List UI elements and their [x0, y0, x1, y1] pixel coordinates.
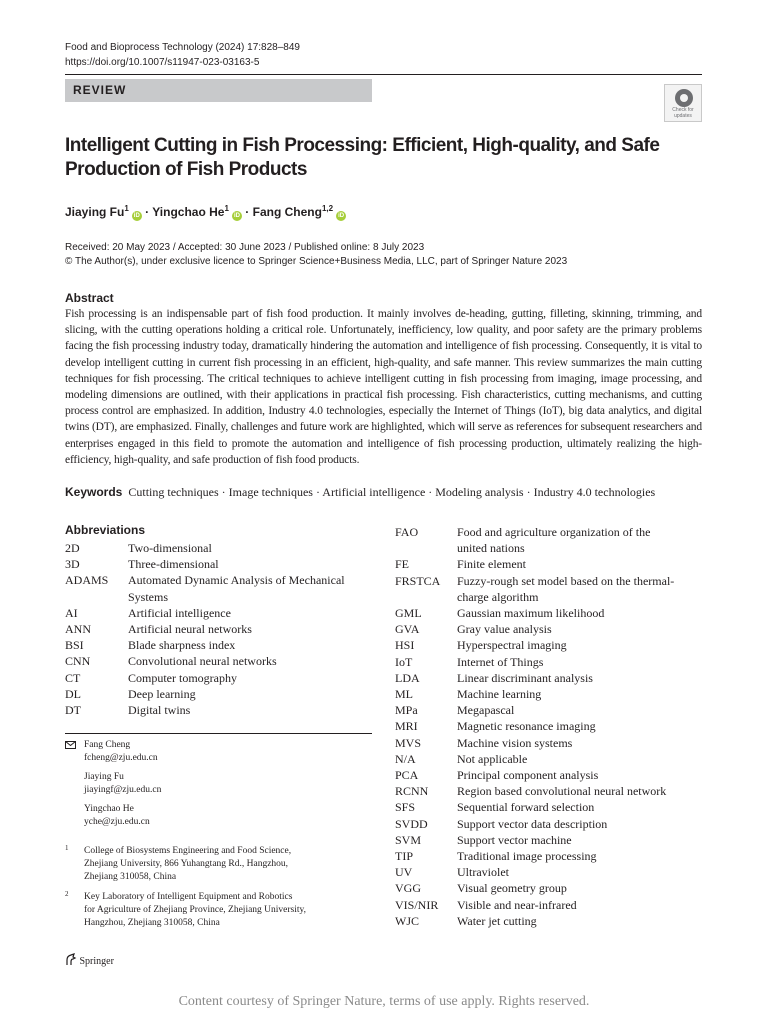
- abbreviation-key: GML: [395, 606, 422, 620]
- definition-line: Hyperspectral imaging: [457, 638, 567, 653]
- definition-line: Machine vision systems: [457, 735, 573, 750]
- abbreviation-key: FE: [395, 557, 410, 572]
- affiliation-number: 1: [65, 844, 69, 852]
- definition-line: Principal component analysis: [457, 768, 599, 782]
- abbreviation-definition: [457, 621, 552, 637]
- correspondence-email[interactable]: jiayingf@zju.edu.cn: [84, 785, 162, 795]
- author-list: [65, 204, 346, 221]
- abbreviation-row: [395, 621, 705, 637]
- affiliation-1: [65, 845, 375, 885]
- author-separator: ·: [241, 205, 253, 219]
- abbreviation-key: CT: [65, 670, 81, 685]
- correspondence-name: Fang Cheng: [84, 740, 131, 750]
- abbreviation-definition: [128, 686, 196, 702]
- abbreviation-row: [395, 718, 705, 734]
- definition-line: Digital twins: [128, 703, 191, 717]
- definition-line: charge algorithm: [457, 589, 539, 604]
- definition-line: united nations: [457, 541, 525, 556]
- abbreviation-row: [65, 670, 375, 686]
- definition-line: Ultraviolet: [457, 865, 509, 880]
- abbreviation-definition: [457, 702, 514, 718]
- abbreviation-definition: [128, 572, 345, 604]
- check-for-updates-badge[interactable]: [664, 84, 702, 122]
- abbreviation-definition: [457, 718, 596, 734]
- journal-citation: Food and Bioprocess Technology (2024) 17:828–849: [65, 42, 300, 53]
- abbreviation-definition: [457, 524, 650, 556]
- abbreviation-row: [65, 653, 375, 669]
- abbreviation-row: [395, 799, 705, 815]
- received-accepted-published: Received: 20 May 2023 / Accepted: 30 June 2023 / Published online: 8 July 2023: [65, 242, 425, 253]
- abbreviation-definition: [457, 897, 577, 913]
- definition-line: Support vector machine: [457, 832, 572, 847]
- definition-line: Not applicable: [457, 751, 528, 766]
- keywords-list: Cutting techniques · Image techniques · Artificial intelligence · Modeling analysis · Industry 4.0 technologies: [128, 485, 656, 499]
- article-type-bar: [65, 79, 372, 102]
- definition-line: Computer tomography: [128, 670, 237, 685]
- article-title: Intelligent Cutting in Fish Processing: Efficient, High-quality, and Safe Production of Fish Products: [65, 135, 660, 180]
- abbreviation-key: ANN: [65, 622, 91, 636]
- abbreviation-row: [65, 540, 375, 556]
- correspondence-email[interactable]: fcheng@zju.edu.cn: [84, 753, 158, 763]
- abbreviation-key: GVA: [395, 622, 420, 637]
- envelope-icon: [65, 741, 76, 749]
- abbreviation-definition: [457, 556, 526, 572]
- correspondence-entry: [84, 803, 161, 829]
- affiliation-2: [65, 891, 375, 931]
- abbreviation-row: [395, 686, 705, 702]
- abbreviation-definition: [128, 556, 219, 572]
- abbreviation-key: VIS/NIR: [395, 897, 439, 912]
- check-for-updates-label: Check for updates: [672, 107, 694, 119]
- correspondence-name: Yingchao He: [84, 804, 134, 814]
- abbreviation-row: [395, 605, 705, 621]
- definition-line: Region based convolutional neural network: [457, 784, 667, 799]
- abbreviation-row: [395, 654, 705, 670]
- abbreviation-row: [395, 751, 705, 767]
- definition-line: Artificial intelligence: [128, 605, 231, 620]
- abbreviation-row: [395, 735, 705, 751]
- abbreviation-row: [65, 637, 375, 653]
- abbreviation-key: MVS: [395, 735, 422, 750]
- abbreviation-key: PCA: [395, 768, 419, 782]
- author-name[interactable]: Fang Cheng: [252, 205, 322, 219]
- abbreviation-key: AI: [65, 605, 78, 620]
- author-affiliation-sup: 1: [224, 204, 229, 213]
- abbreviation-definition: [457, 848, 597, 864]
- correspondence-entry: [84, 739, 161, 765]
- abbreviation-row: [395, 637, 705, 653]
- definition-line: Water jet cutting: [457, 913, 537, 928]
- abbreviation-key: VGG: [395, 881, 421, 896]
- abbreviation-row: [395, 670, 705, 686]
- abbreviation-definition: [457, 880, 567, 896]
- abbreviation-definition: [128, 670, 237, 686]
- abbreviation-key: MRI: [395, 719, 418, 734]
- abbreviation-key: HSI: [395, 638, 415, 653]
- definition-line: Food and agriculture organization of the: [457, 525, 651, 539]
- keywords-label: Keywords: [65, 485, 123, 499]
- abbreviation-definition: [457, 751, 527, 767]
- abbreviation-row: [65, 621, 375, 637]
- author-affiliation-sup: 1: [124, 204, 129, 213]
- abbreviation-key: SVM: [395, 832, 422, 847]
- abbreviation-row: [395, 573, 705, 605]
- definition-line: Two-dimensional: [128, 541, 212, 555]
- definition-line: Support vector data description: [457, 816, 608, 831]
- article-type-label: REVIEW: [73, 83, 127, 97]
- abbreviation-key: IoT: [395, 654, 413, 669]
- abbreviation-row: [395, 913, 705, 929]
- definition-line: Visible and near-infrared: [457, 897, 577, 912]
- abbreviation-definition: [128, 540, 212, 556]
- abbreviation-definition: [457, 864, 509, 880]
- abbreviation-row: [395, 556, 705, 572]
- orcid-icon[interactable]: iD: [338, 213, 345, 219]
- affiliation-text: Key Laboratory of Intelligent Equipment and Robotics for Agriculture of Zhejiang Province, Zhejiang University, Hangzhou, Zhejiang 310058, China: [84, 892, 307, 928]
- correspondence-email[interactable]: yche@zju.edu.cn: [84, 817, 150, 827]
- abbreviation-key: 2D: [65, 541, 80, 555]
- abbreviation-definition: [128, 605, 231, 621]
- abbreviation-definition: [457, 573, 674, 605]
- abbreviation-key: FAO: [395, 525, 419, 539]
- abbreviation-row: [395, 767, 705, 783]
- abbreviation-row: [395, 832, 705, 848]
- author-separator: ·: [141, 205, 153, 219]
- abbreviation-key: DT: [65, 703, 81, 717]
- definition-line: Megapascal: [457, 703, 515, 718]
- abbreviation-definition: [128, 637, 235, 653]
- abbreviation-key: DL: [65, 686, 81, 701]
- abbreviation-row: [395, 848, 705, 864]
- abstract-text: Fish processing is an indispensable part of fish food production. It mainly involves de-heading, gutting, filleting, skinning, trimming, and slicing, with the cutting operations holding a critical role. Unfortunately, inefficiency, low quality, and poor safety are the primary problems facing the fish processing industry today, dramatically hindering the automation and intelligence of fish processing. Consequently, it is vital to develop intelligent cutting in current fish processing in an efficient, high-quality, and safe manner. This review summarizes the main cutting techniques for fish processing. The critical techniques to achieve intelligent cutting in fish processing from imaging, image processing, and modeling dimensions are outlined, with their applications in practical fish processing. Fish characteristics, cutting mechanisms, and cutting process control are emphasized. In addition, Industry 4.0 technologies, especially the Internet of Things (IoT), big data analytics, and digital twins (DT), are emphasized. Finally, challenges and future work are highlighted, which will serve as references for subsequent researchers and enterprises engaged in this field to promote the automation and intelligence of fish processing production, ultimately realizing the high-efficiency, high-quality, and safe production of fish food products.: [65, 308, 702, 466]
- abstract-heading: Abstract: [65, 291, 114, 305]
- abbreviation-row: [395, 702, 705, 718]
- article-dates: [65, 241, 567, 269]
- orcid-icon[interactable]: iD: [233, 213, 240, 219]
- correspondence-block: [84, 739, 161, 835]
- abbreviation-row: [65, 702, 375, 718]
- header-rule: [65, 74, 702, 75]
- abbreviation-row: [395, 864, 705, 880]
- definition-line: Sequential forward selection: [457, 800, 595, 815]
- definition-line: Gaussian maximum likelihood: [457, 606, 605, 620]
- abbreviation-key: MPa: [395, 703, 418, 718]
- journal-header: [65, 40, 300, 70]
- definition-line: Internet of Things: [457, 654, 544, 669]
- footer-notice: Content courtesy of Springer Nature, terms of use apply. Rights reserved.: [178, 994, 590, 1009]
- abbreviation-row: [65, 572, 375, 604]
- abbreviation-key: LDA: [395, 670, 420, 685]
- abbreviation-row: [395, 524, 705, 556]
- abbreviation-definition: [128, 621, 252, 637]
- definition-line: Gray value analysis: [457, 622, 552, 637]
- definition-line: Artificial neural networks: [128, 622, 252, 636]
- abbreviation-key: CNN: [65, 654, 91, 669]
- definition-line: Magnetic resonance imaging: [457, 719, 596, 734]
- affiliation-number: 2: [65, 890, 69, 898]
- publisher-logo: [65, 953, 114, 967]
- abbreviation-row: [65, 686, 375, 702]
- abbreviation-key: SFS: [395, 800, 416, 815]
- abbreviation-definition: [457, 605, 604, 621]
- abbreviation-row: [395, 897, 705, 913]
- abbreviation-definition: [128, 653, 277, 669]
- definition-line: Systems: [128, 589, 169, 604]
- abbreviation-definition: [128, 702, 190, 718]
- abbreviation-key: FRSTCA: [395, 573, 441, 588]
- abbreviation-key: RCNN: [395, 784, 429, 799]
- definition-line: Linear discriminant analysis: [457, 670, 593, 685]
- abbreviation-definition: [457, 832, 572, 848]
- abbreviation-key: UV: [395, 865, 413, 880]
- abbreviation-row: [395, 816, 705, 832]
- author-affiliation-sup: 1,2: [321, 204, 334, 213]
- abbreviation-key: BSI: [65, 638, 84, 653]
- abbreviation-definition: [457, 799, 594, 815]
- definition-line: Three-dimensional: [128, 557, 219, 572]
- abbreviation-key: SVDD: [395, 816, 428, 831]
- abbreviation-key: N/A: [395, 751, 416, 766]
- definition-line: Finite element: [457, 557, 526, 572]
- definition-line: Deep learning: [128, 686, 196, 701]
- abbreviations-heading: Abbreviations: [65, 523, 146, 537]
- orcid-icon[interactable]: iD: [133, 213, 140, 219]
- definition-line: Fuzzy-rough set model based on the thermal-: [457, 573, 675, 588]
- copyright-line: © The Author(s), under exclusive licence to Springer Science+Business Media, LLC, part of Springer Nature 2023: [65, 256, 568, 267]
- definition-line: Automated Dynamic Analysis of Mechanical: [128, 573, 345, 588]
- abbreviation-definition: [457, 735, 572, 751]
- abbreviation-key: TIP: [395, 849, 413, 863]
- definition-line: Blade sharpness index: [128, 638, 236, 653]
- affiliation-text: College of Biosystems Engineering and Food Science, Zhejiang University, 866 Yuhangtang Rd., Hangzhou, Zhejiang 310058, China: [84, 846, 292, 882]
- abbreviation-definition: [457, 767, 598, 783]
- springer-horse-icon: [65, 953, 77, 966]
- abbreviation-key: ML: [395, 687, 413, 701]
- abbreviation-definition: [457, 913, 537, 929]
- abbreviation-key: ADAMS: [65, 573, 109, 588]
- keywords-line: [65, 485, 655, 500]
- definition-line: Traditional image processing: [457, 849, 597, 863]
- abbreviation-definition: [457, 637, 567, 653]
- column-rule: [65, 733, 372, 734]
- doi-link[interactable]: https://doi.org/10.1007/s11947-023-03163-5: [65, 57, 260, 68]
- abbreviation-definition: [457, 654, 543, 670]
- correspondence-entry: [84, 771, 161, 797]
- abbreviation-definition: [457, 686, 541, 702]
- abbreviation-definition: [457, 816, 607, 832]
- check-for-updates-icon: [675, 89, 693, 107]
- abbreviation-row: [395, 880, 705, 896]
- abbreviation-row: [395, 783, 705, 799]
- definition-line: Convolutional neural networks: [128, 654, 277, 669]
- abbreviation-definition: [457, 670, 593, 686]
- abbreviation-row: [65, 605, 375, 621]
- definition-line: Machine learning: [457, 687, 542, 701]
- author-name[interactable]: Yingchao He: [152, 205, 225, 219]
- author-name[interactable]: Jiaying Fu: [65, 205, 125, 219]
- publisher-name: Springer: [79, 956, 114, 967]
- correspondence-name: Jiaying Fu: [84, 772, 124, 782]
- abbreviation-key: WJC: [395, 913, 419, 928]
- abbreviation-key: 3D: [65, 557, 80, 572]
- abbreviation-row: [65, 556, 375, 572]
- abbreviation-definition: [457, 783, 666, 799]
- definition-line: Visual geometry group: [457, 881, 567, 896]
